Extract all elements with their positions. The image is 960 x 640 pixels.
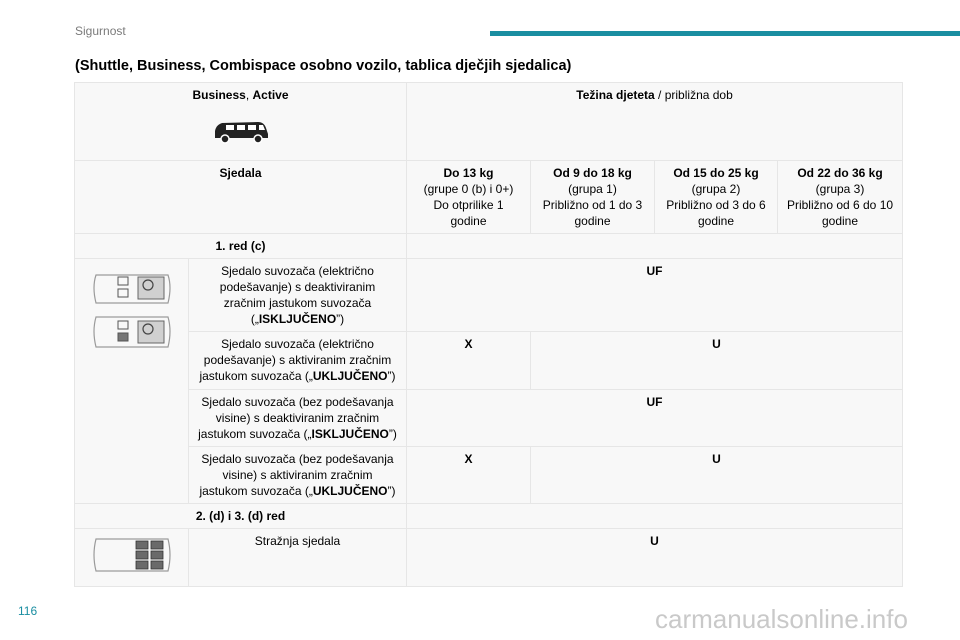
group-3-weight: Od 22 do 36 kg: [797, 166, 883, 180]
row-section-1: [75, 234, 903, 259]
group-3-line: (grupa 3): [815, 182, 865, 196]
group-1-line: Približno od 1 do 3: [542, 198, 643, 212]
desc-line: [197, 483, 398, 499]
group-2-line: godine: [697, 214, 735, 228]
airbag-status: ISKLJUČENO: [311, 427, 389, 441]
header-accent-bar: [490, 31, 960, 36]
groups-row: [75, 161, 903, 234]
group-1-cell: [531, 161, 655, 234]
desc-line: Sjedalo suvozača (električno: [221, 264, 374, 278]
desc-suffix: ”): [388, 427, 397, 441]
value-cell: U: [531, 447, 903, 504]
group-0-cell: [407, 161, 531, 234]
seat-description: [189, 447, 407, 504]
row1-label: 1. red (c): [75, 234, 407, 259]
rear-seat-diagram-cell: [75, 529, 189, 587]
child-seat-table: [74, 82, 903, 587]
empty-cell: [407, 504, 903, 529]
seat-description: [189, 259, 407, 332]
desc-prefix: jastukom suvozača („: [199, 369, 313, 383]
group-0-line: (grupe 0 (b) i 0+): [423, 182, 514, 196]
group-2-weight: Od 15 do 25 kg: [673, 166, 759, 180]
group-1-line: (grupa 1): [568, 182, 617, 196]
group-3-line: Približno od 6 do 10: [786, 198, 894, 212]
rear-seats-diagram-icon: [90, 533, 174, 577]
desc-prefix: („: [250, 312, 259, 326]
seat-description: [189, 390, 407, 447]
airbag-status: UKLJUČENO: [312, 369, 388, 383]
desc-line: zračnim jastukom suvozača: [223, 296, 372, 310]
desc-line: [197, 368, 398, 384]
desc-line: Sjedalo suvozača (bez podešavanja: [201, 452, 394, 466]
table-header-row: [75, 83, 903, 161]
seats-label: Sjedala: [75, 161, 407, 234]
group-2-line: Približno od 3 do 6: [666, 198, 766, 212]
value-cell: UF: [407, 259, 903, 332]
watermark: carmanualsonline.info: [655, 604, 908, 634]
weight-header: [407, 83, 903, 161]
desc-line: podešavanje) s aktiviranim zračnim: [203, 353, 392, 367]
group-0-weight: Do 13 kg: [443, 166, 494, 180]
vehicle-cell: [75, 83, 407, 161]
airbag-status: ISKLJUČENO: [258, 312, 337, 326]
value-cell: U: [531, 332, 903, 390]
desc-line: visine) s deaktiviranim zračnim: [215, 411, 380, 425]
value-cell: X: [407, 447, 531, 504]
front-passenger-seat-diagram-icon: [90, 269, 174, 355]
desc-line: visine) s aktiviranim zračnim: [222, 468, 373, 482]
group-0-line: Do otprilike 1: [433, 198, 504, 212]
van-icon: [212, 119, 270, 145]
value-cell: X: [407, 332, 531, 390]
group-3-cell: [778, 161, 903, 234]
desc-line: podešavanje) s deaktiviranim: [219, 280, 376, 294]
front-seat-diagrams: [75, 259, 189, 504]
airbag-status: UKLJUČENO: [312, 484, 388, 498]
group-1-line: godine: [574, 214, 611, 228]
page-title: (Shuttle, Business, Combispace osobno vozilo, tablica dječjih sjedalica): [75, 58, 572, 74]
value-cell: UF: [407, 390, 903, 447]
value-cell: U: [407, 529, 903, 587]
seat-description: Stražnja sjedala: [189, 529, 407, 587]
group-0-line: godine: [450, 214, 487, 228]
row2-label: 2. (d) i 3. (d) red: [75, 504, 407, 529]
group-2-line: (grupa 2): [691, 182, 741, 196]
desc-line: [197, 311, 398, 327]
table-row: [75, 259, 903, 332]
desc-line: Sjedalo suvozača (bez podešavanja: [201, 395, 394, 409]
section-name: Sigurnost: [75, 24, 126, 38]
table-row: [75, 529, 903, 587]
empty-cell: [407, 234, 903, 259]
table-row: [75, 447, 903, 504]
seat-description: [189, 332, 407, 390]
row-section-2: [75, 504, 903, 529]
weight-header-bold: Težina djeteta: [576, 88, 655, 102]
desc-prefix: jastukom suvozača („: [198, 427, 312, 441]
desc-suffix: ”): [336, 312, 345, 326]
page-number: 116: [18, 604, 38, 618]
group-2-cell: [655, 161, 778, 234]
group-1-weight: Od 9 do 18 kg: [553, 166, 632, 180]
desc-line: Sjedalo suvozača (električno: [221, 337, 374, 351]
desc-suffix: ”): [387, 484, 396, 498]
table-row: [75, 390, 903, 447]
weight-header-rest: / približna dob: [654, 88, 733, 102]
desc-line: [197, 426, 398, 442]
vehicle-name-business: Business: [192, 88, 246, 102]
table-row: [75, 332, 903, 390]
vehicle-separator: ,: [245, 88, 253, 102]
vehicle-name-active: Active: [252, 88, 289, 102]
desc-prefix: jastukom suvozača („: [199, 484, 313, 498]
group-3-line: godine: [821, 214, 859, 228]
desc-suffix: ”): [387, 369, 396, 383]
